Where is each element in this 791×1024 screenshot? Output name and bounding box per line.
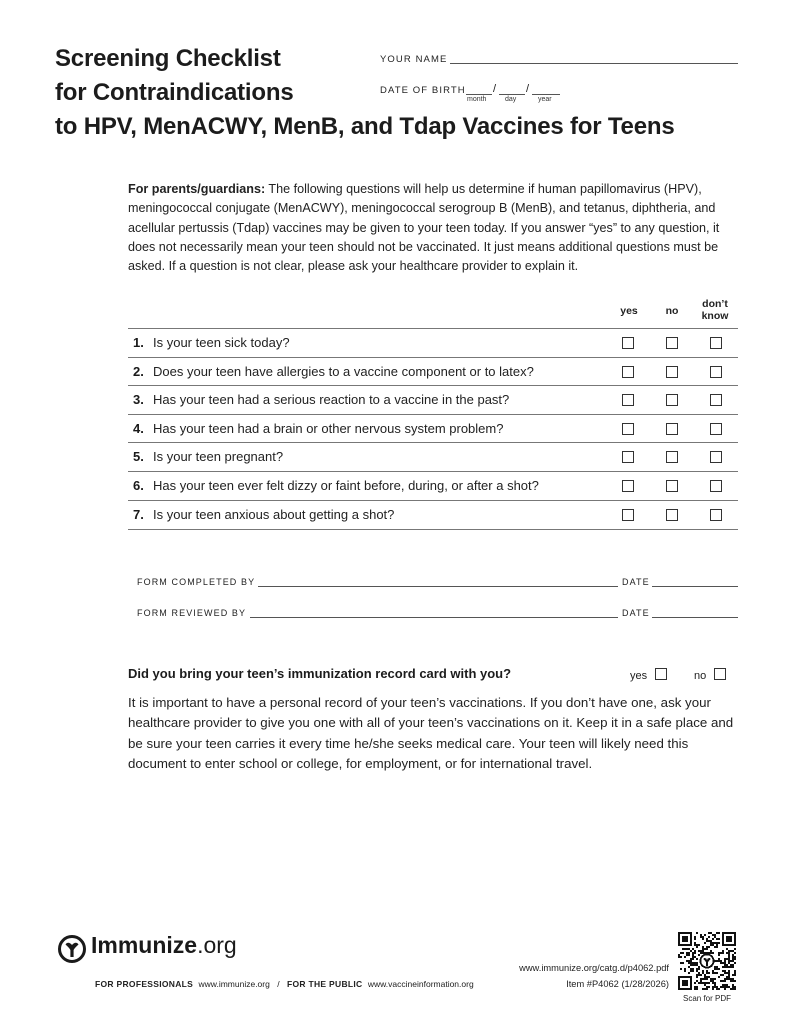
answer-dont-know-checkbox[interactable] — [710, 337, 722, 349]
dob-sep-1: / — [493, 83, 497, 95]
intro-text: The following questions will help us determine if human papillomavirus (HPV), meningococcal conjugate (MenACWY), meningococcal serogroup B (MenB), and tetanus, diphtheria, and acellular pertussis (Tdap) vaccines may be given to your teen today. If you answer “yes” to any question, it does not necessarily mean your teen should not be vaccinated. It just means additional questions must be asked. If a question is not clear, please ask your healthcare provider to explain it. — [128, 182, 720, 274]
record-yes-label: yes — [630, 670, 648, 682]
answer-dont-know-checkbox[interactable] — [710, 366, 722, 378]
record-card-explanation: It is important to have a personal record of your teen’s vaccinations. If you don’t have one, ask your healthcare provider to give you one with all of your teen’s vaccinations on it. Keep it in a safe place and be sure your teen carries it every time he/she seeks medical care. Your teen will likely need this document to enter school or college, for employment, or for international travel. — [128, 695, 734, 771]
answer-no-checkbox[interactable] — [666, 423, 678, 435]
col-header-dont: don’t — [702, 298, 728, 310]
answer-yes-checkbox[interactable] — [622, 451, 634, 463]
for-public-label: FOR THE PUBLIC — [286, 979, 363, 989]
answer-no-checkbox[interactable] — [666, 509, 678, 521]
logo-main: Immunize — [91, 932, 198, 958]
immunize-logo-icon — [58, 935, 86, 963]
answer-dont-know-checkbox[interactable] — [710, 509, 722, 521]
dob-label: DATE OF BIRTH — [380, 85, 466, 96]
answer-no-checkbox[interactable] — [666, 451, 678, 463]
dob-month-label: month — [467, 96, 487, 103]
question-row — [128, 442, 738, 472]
col-header-know: know — [701, 310, 729, 322]
completed-date-field[interactable] — [652, 586, 738, 587]
public-link[interactable]: www.vaccineinformation.org — [367, 979, 474, 989]
dob-day-field[interactable] — [499, 94, 525, 95]
answer-no-checkbox[interactable] — [666, 394, 678, 406]
answer-dont-know-checkbox[interactable] — [710, 480, 722, 492]
question-row — [128, 471, 738, 501]
question-text: Does your teen have allergies to a vaccine component or to latex? — [153, 363, 534, 379]
answer-yes-checkbox[interactable] — [622, 366, 634, 378]
answer-yes-checkbox[interactable] — [622, 480, 634, 492]
your-name-label: YOUR NAME — [380, 54, 448, 65]
question-row — [128, 357, 738, 387]
reviewed-date-label: DATE — [622, 608, 650, 618]
answer-yes-checkbox[interactable] — [622, 423, 634, 435]
form-completed-label: FORM COMPLETED BY — [137, 577, 256, 587]
answer-dont-know-checkbox[interactable] — [710, 451, 722, 463]
answer-no-checkbox[interactable] — [666, 337, 678, 349]
form-reviewed-label: FORM REVIEWED BY — [137, 608, 247, 618]
immunize-logo-text — [91, 932, 237, 959]
answer-yes-checkbox[interactable] — [622, 394, 634, 406]
logo-suffix: .org — [197, 932, 237, 958]
professionals-link[interactable]: www.immunize.org — [198, 979, 270, 989]
title-line-1: Screening Checklist — [55, 45, 281, 72]
question-text: Is your teen sick today? — [153, 335, 290, 350]
record-no-checkbox[interactable] — [714, 668, 726, 680]
item-number: Item #P4062 (1/28/2026) — [566, 979, 669, 989]
qr-code-icon — [678, 932, 736, 990]
question-text: Is your teen pregnant? — [153, 449, 284, 465]
question-row — [128, 500, 738, 531]
dob-sep-2: / — [526, 83, 530, 95]
title-line-2: for Contraindications — [55, 79, 294, 106]
question-number: 1. — [133, 335, 144, 350]
record-yes-checkbox[interactable] — [655, 668, 667, 680]
dob-day-label: day — [505, 96, 517, 103]
answer-dont-know-checkbox[interactable] — [710, 394, 722, 406]
question-number: 7. — [133, 506, 144, 522]
answer-no-checkbox[interactable] — [666, 366, 678, 378]
question-number: 5. — [133, 449, 144, 465]
reviewed-date-field[interactable] — [652, 617, 738, 618]
form-reviewed-field[interactable] — [250, 617, 618, 618]
pdf-url[interactable]: www.immunize.org/catg.d/p4062.pdf — [519, 963, 669, 973]
question-text: Has your teen had a brain or other nervous system problem? — [153, 420, 504, 436]
question-text: Has your teen ever felt dizzy or faint before, during, or after a shot? — [153, 478, 539, 493]
question-text: Is your teen anxious about getting a shot? — [153, 506, 395, 522]
col-header-yes: yes — [620, 305, 638, 317]
footer-links — [95, 979, 474, 989]
question-row — [128, 414, 738, 444]
answer-yes-checkbox[interactable] — [622, 509, 634, 521]
answer-no-checkbox[interactable] — [666, 480, 678, 492]
col-header-no: no — [665, 305, 679, 317]
footer-divider: / — [277, 979, 280, 989]
question-row — [128, 328, 738, 358]
dob-year-label: year — [538, 96, 552, 103]
your-name-field[interactable] — [450, 63, 738, 64]
scan-for-pdf-label: Scan for PDF — [682, 994, 731, 1003]
question-number: 2. — [133, 363, 144, 379]
intro-lead: For parents/guardians: — [128, 182, 266, 196]
form-completed-field[interactable] — [258, 586, 618, 587]
dob-month-field[interactable] — [466, 94, 492, 95]
answer-yes-checkbox[interactable] — [622, 337, 634, 349]
question-number: 6. — [133, 478, 144, 493]
question-number: 4. — [133, 420, 144, 436]
question-number: 3. — [133, 392, 144, 408]
question-text: Has your teen had a serious reaction to a vaccine in the past? — [153, 392, 510, 408]
record-no-label: no — [694, 670, 707, 682]
completed-date-label: DATE — [622, 577, 650, 587]
record-card-question: Did you bring your teen’s immunization record card with you? — [128, 666, 512, 681]
col-header-dont-know — [695, 298, 735, 322]
dob-year-field[interactable] — [532, 94, 560, 95]
question-row — [128, 385, 738, 415]
for-professionals-label: FOR PROFESSIONALS — [95, 979, 194, 989]
intro-paragraph — [128, 180, 728, 276]
answer-dont-know-checkbox[interactable] — [710, 423, 722, 435]
title-line-3: to HPV, MenACWY, MenB, and Tdap Vaccines for Teens — [55, 113, 675, 140]
